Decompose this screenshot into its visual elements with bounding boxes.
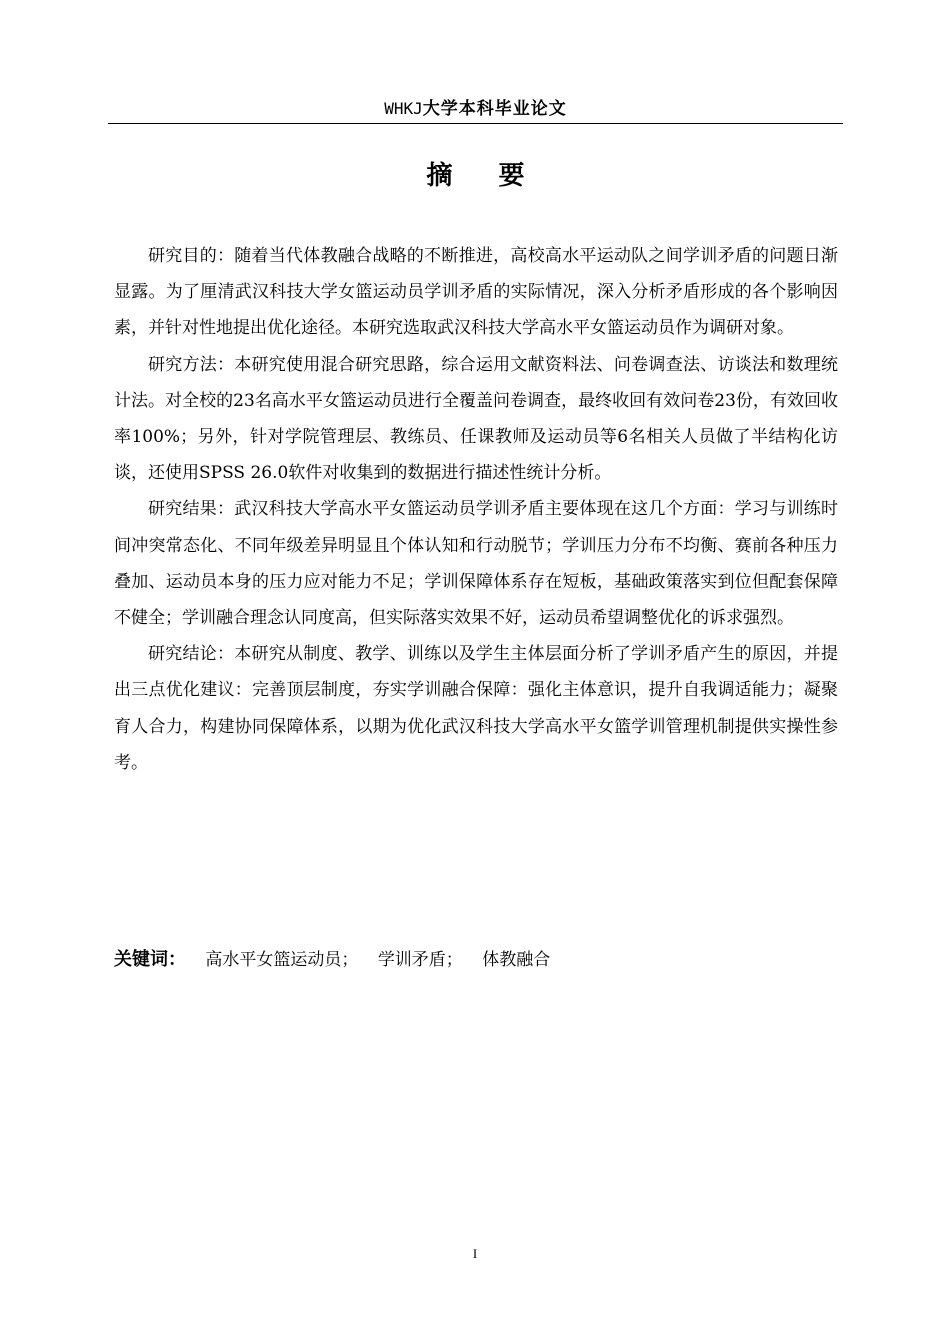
- keyword-item: 体教融合: [482, 950, 551, 970]
- abstract-title: 摘要: [426, 161, 571, 191]
- keyword-item: 学训矛盾；: [377, 950, 463, 970]
- page-number: I: [472, 1246, 478, 1261]
- abstract-body: [114, 238, 838, 781]
- header-title: 大学本科毕业论文: [422, 99, 567, 119]
- paragraph-purpose: 研究目的：随着当代体教融合战略的不断推进，高校高水平运动队之间学训矛盾的问题日渐显露。为了厘清武汉科技大学女篮运动员学训矛盾的实际情况，深入分析矛盾形成的各个影响因素，并针对性地提出优化途径。本研究选取武汉科技大学高水平女篮运动员作为调研对象。: [114, 246, 838, 339]
- paragraph-conclusions: 研究结论：本研究从制度、教学、训练以及学生主体层面分析了学训矛盾产生的原因，并提出三点优化建议：完善顶层制度，夯实学训融合保障：强化主体意识，提升自我调适能力；凝聚育人合力，构建协同保障体系，以期为优化武汉科技大学高水平女篮学训管理机制提供实操性参考。: [114, 644, 838, 773]
- header-prefix: WHKJ: [384, 99, 423, 118]
- paragraph-methods: 研究方法：本研究使用混合研究思路，综合运用文献资料法、问卷调查法、访谈法和数理统计法。对全校的23名高水平女篮运动员进行全覆盖问卷调查，最终收回有效问卷23份，有效回收率100%；另外，针对学院管理层、教练员、任课教师及运动员等6名相关人员做了半结构化访谈，还使用SPSS 26.0软件对收集到的数据进行描述性统计分析。: [114, 354, 838, 484]
- keyword-item: 高水平女篮运动员；: [205, 950, 359, 970]
- header-divider: [108, 123, 843, 124]
- paragraph-results: 研究结果：武汉科技大学高水平女篮运动员学训矛盾主要体现在这几个方面：学习与训练时间冲突常态化、不同年级差异明显且个体认知和行动脱节；学训压力分布不均衡、赛前各种压力叠加、运动员本身的压力应对能力不足；学训保障体系存在短板，基础政策落实到位但配套保障不健全；学训融合理念认同度高，但实际落实效果不好，运动员希望调整优化的诉求强烈。: [114, 499, 838, 629]
- keywords-label: 关键词：: [114, 949, 186, 970]
- running-header: [108, 96, 843, 122]
- keywords-line: [114, 943, 550, 977]
